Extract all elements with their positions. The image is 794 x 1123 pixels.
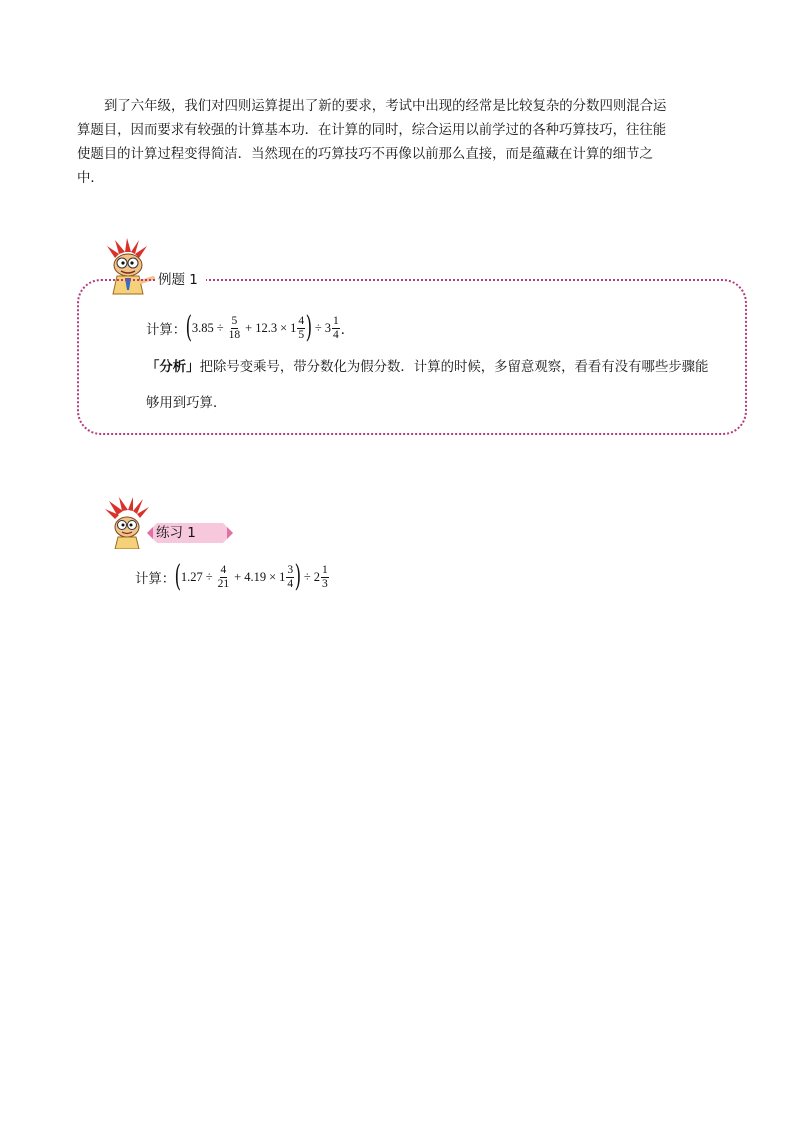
intro-paragraph: 到了六年级，我们对四则运算提出了新的要求，考试中出现的经常是比较复杂的分数四则混合运算题目，因而要求有较强的计算基本功．在计算的同时，综合运用以前学过的各种巧算技巧，往往能使题目的计算过程变得简洁．当然现在的巧算技巧不再像以前那么直接，而是蕴藏在计算的细节之中．	[77, 99, 667, 186]
left-paren: (	[185, 310, 193, 345]
mixed-whole: 1	[279, 569, 286, 584]
fraction	[297, 315, 305, 342]
example-expression	[146, 308, 354, 348]
analysis-paragraph	[146, 350, 716, 422]
fraction-denominator: 3	[321, 577, 328, 590]
expr-number: 3.85	[191, 320, 214, 335]
compute-label: 计算：	[146, 322, 187, 338]
times-sign: ×	[269, 569, 277, 584]
times-sign: ×	[280, 320, 288, 335]
left-paren: (	[174, 559, 182, 594]
fraction-numerator: 4	[220, 563, 227, 576]
expr-number: 4.19	[244, 569, 267, 584]
expr-number: 12.3	[255, 320, 278, 335]
fraction	[286, 564, 294, 591]
fraction	[332, 315, 340, 342]
example-title: 例题 1	[156, 271, 206, 289]
right-paren: )	[305, 310, 313, 345]
fraction-numerator: 1	[332, 314, 339, 327]
fraction-denominator: 4	[332, 328, 339, 341]
fraction-numerator: 1	[321, 563, 328, 576]
fraction-numerator: 5	[231, 314, 238, 327]
fraction-denominator: 4	[287, 577, 294, 590]
fraction-denominator: 18	[228, 328, 241, 341]
fraction	[321, 564, 329, 591]
plus-sign: +	[234, 569, 242, 584]
sentence-end: ．	[340, 322, 355, 338]
practice-title: 练习 1	[156, 525, 196, 541]
plus-sign: +	[245, 320, 253, 335]
mixed-whole: 3	[324, 320, 331, 335]
divide-sign: ÷	[205, 569, 213, 584]
fraction	[217, 564, 231, 591]
divide-sign: ÷	[314, 320, 322, 335]
fraction-numerator: 3	[287, 563, 294, 576]
fraction	[228, 315, 242, 342]
analysis-text: 把除号变乘号，带分数化为假分数．计算的时候，多留意观察，看看有没有哪些步骤能够用到巧算．	[146, 360, 709, 411]
analysis-tag: 「分析」	[146, 360, 200, 375]
fraction-numerator: 4	[298, 314, 305, 327]
fraction-denominator: 5	[298, 328, 305, 341]
right-paren: )	[294, 559, 302, 594]
divide-sign: ÷	[216, 320, 224, 335]
compute-label: 计算：	[135, 571, 176, 587]
expr-number: 1.27	[180, 569, 203, 584]
practice-label	[145, 521, 235, 545]
mixed-whole: 2	[313, 569, 320, 584]
divide-sign: ÷	[303, 569, 311, 584]
mixed-whole: 1	[290, 320, 297, 335]
practice-expression	[135, 557, 330, 597]
fraction-denominator: 21	[217, 577, 230, 590]
